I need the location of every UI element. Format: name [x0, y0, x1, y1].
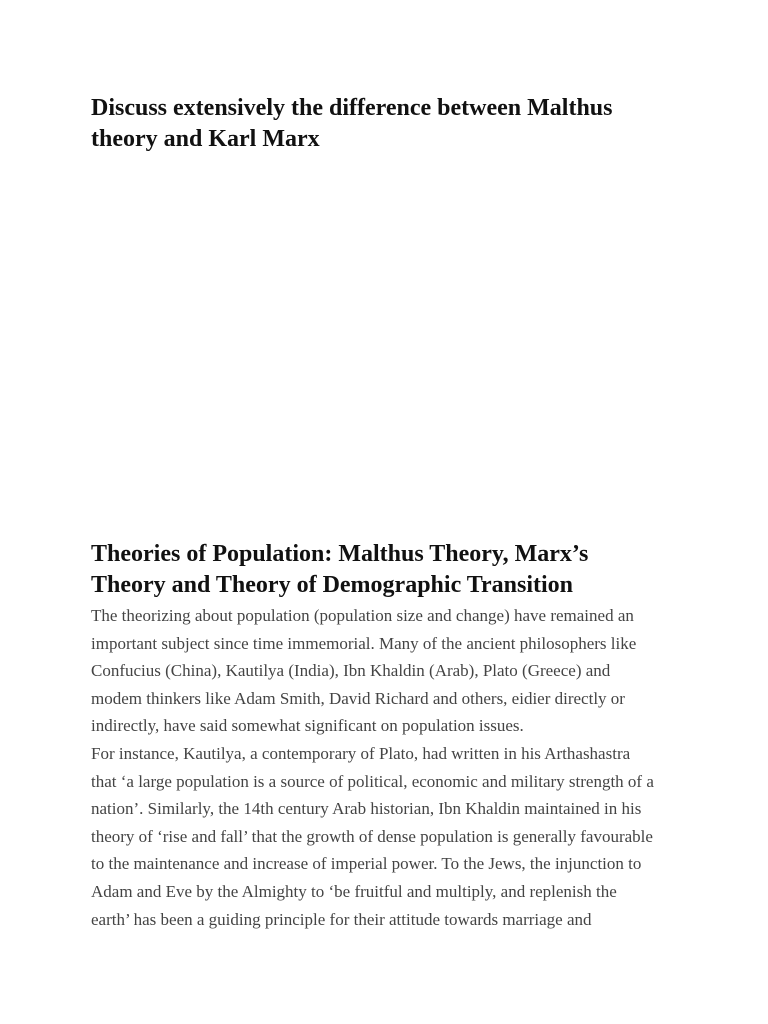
- paragraph-line: earth’ has been a guiding principle for their attitude towards marriage and: [91, 909, 592, 929]
- section-heading-line: Theory and Theory of Demographic Transition: [91, 572, 574, 598]
- paragraph-line: important subject since time immemorial. Many of the ancient philosophers like: [91, 633, 637, 653]
- paragraph-1: [91, 602, 691, 740]
- paragraph-line: Adam and Eve by the Almighty to ‘be fruitful and multiply, and replenish the: [91, 881, 617, 901]
- document-title: [91, 93, 691, 155]
- title-line: Discuss extensively the difference between Malthus: [91, 95, 613, 121]
- paragraph-line: theory of ‘rise and fall’ that the growth of dense population is generally favourable: [91, 826, 653, 846]
- section-heading-line: Theories of Population: Malthus Theory, Marx’s: [91, 541, 589, 567]
- paragraph-line: nation’. Similarly, the 14th century Arab historian, Ibn Khaldin maintained in his: [91, 799, 642, 819]
- section-heading: [91, 539, 691, 601]
- paragraph-line: modem thinkers like Adam Smith, David Richard and others, eidier directly or: [91, 688, 625, 708]
- paragraph-line: Confucius (China), Kautilya (India), Ibn Khaldin (Arab), Plato (Greece) and: [91, 661, 611, 681]
- paragraph-line: that ‘a large population is a source of political, economic and military strength of a: [91, 771, 654, 791]
- paragraph-line: The theorizing about population (population size and change) have remained an: [91, 606, 634, 625]
- paragraph-2: [91, 740, 691, 933]
- title-line: theory and Karl Marx: [91, 126, 320, 152]
- paragraph-line: indirectly, have said somewhat significant on population issues.: [91, 716, 524, 736]
- article-body: [91, 602, 691, 933]
- paragraph-line: For instance, Kautilya, a contemporary of Plato, had written in his Arthashastra: [91, 743, 631, 763]
- paragraph-line: to the maintenance and increase of imperial power. To the Jews, the injunction to: [91, 854, 642, 874]
